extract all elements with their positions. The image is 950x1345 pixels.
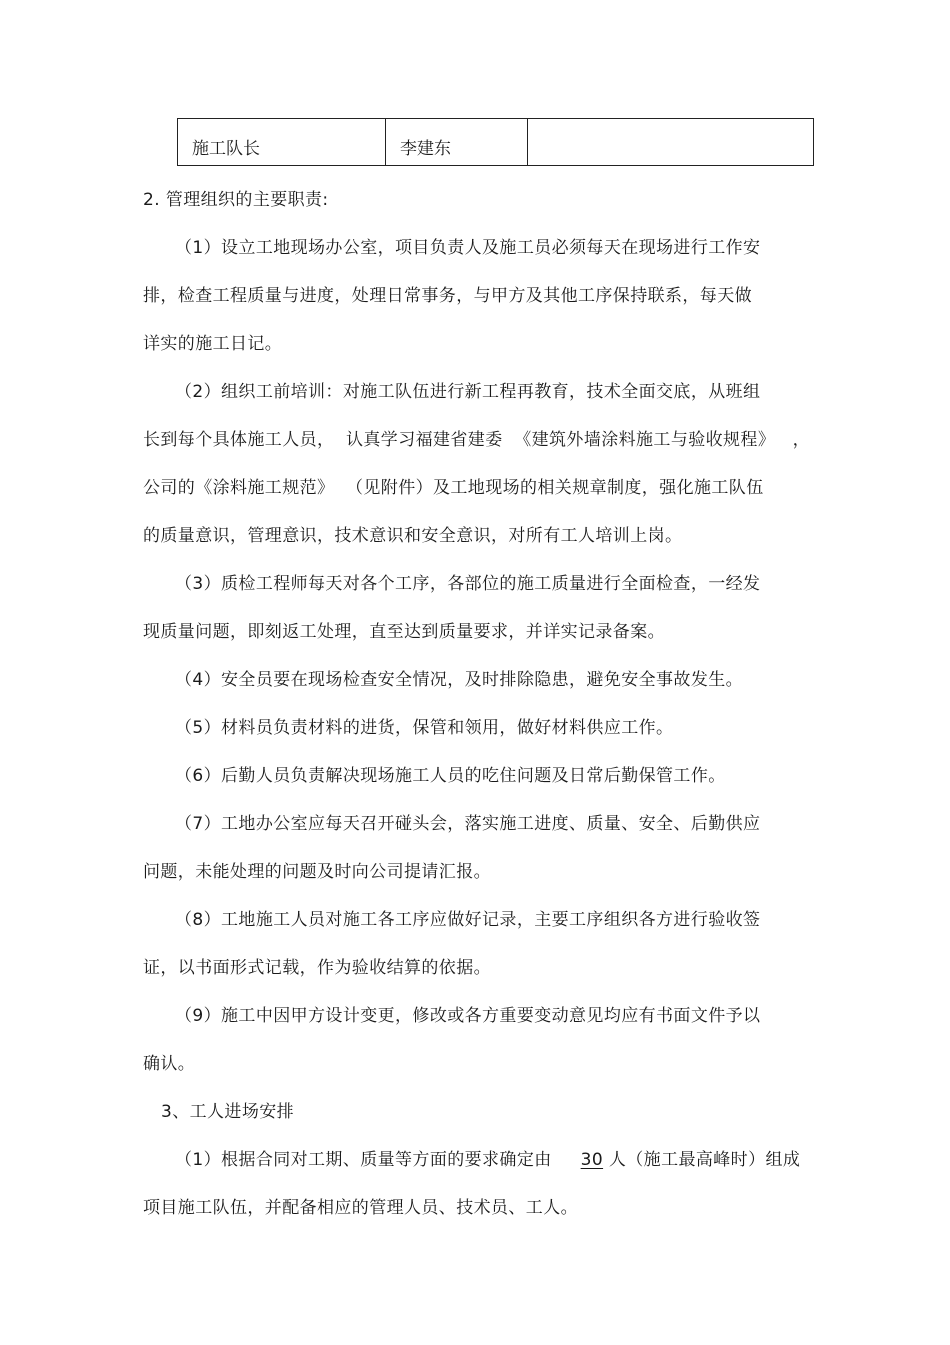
paragraph-line: （9）施工中因甲方设计变更，修改或各方重要变动意见均应有书面文件予以 — [175, 1006, 761, 1026]
paragraph-line: 公司的《涂料施工规范》 （见附件）及工地现场的相关规章制度，强化施工队伍 — [143, 478, 764, 498]
table-row — [178, 119, 814, 166]
paragraph-line: （4）安全员要在现场检查安全情况，及时排除隐患，避免安全事故发生。 — [175, 670, 744, 690]
section-heading-2: 2. 管理组织的主要职责: — [143, 190, 329, 210]
paragraph-line: 项目施工队伍，并配备相应的管理人员、技术员、工人。 — [143, 1198, 578, 1218]
worker-line-before: （1）根据合同对工期、质量等方面的要求确定由 — [175, 1150, 581, 1170]
section-heading-3: 3、工人进场安排 — [161, 1102, 295, 1122]
staff-table — [177, 118, 814, 166]
paragraph-line: （1）设立工地现场办公室，项目负责人及施工员必须每天在现场进行工作安 — [175, 238, 761, 258]
name-cell: 李建东 — [386, 119, 528, 166]
worker-count: 30 — [580, 1150, 604, 1170]
paragraph-line: 证，以书面形式记载，作为验收结算的依据。 — [143, 958, 491, 978]
paragraph-line: （2）组织工前培训：对施工队伍进行新工程再教育，技术全面交底，从班组 — [175, 382, 761, 402]
role-cell: 施工队长 — [178, 119, 386, 166]
paragraph-line: 的质量意识，管理意识，技术意识和安全意识，对所有工人培训上岗。 — [143, 526, 683, 546]
paragraph-line: （5）材料员负责材料的进货，保管和领用，做好材料供应工作。 — [175, 718, 674, 738]
paragraph-line: （8）工地施工人员对施工各工序应做好记录，主要工序组织各方进行验收签 — [175, 910, 761, 930]
paragraph-line: （3）质检工程师每天对各个工序，各部位的施工质量进行全面检查，一经发 — [175, 574, 761, 594]
paragraph-line: （7）工地办公室应每天召开碰头会，落实施工进度、质量、安全、后勤供应 — [175, 814, 761, 834]
paragraph-line: 详实的施工日记。 — [143, 334, 283, 354]
paragraph-line: 问题，未能处理的问题及时向公司提请汇报。 — [143, 862, 491, 882]
paragraph-line: （6）后勤人员负责解决现场施工人员的吃住问题及日常后勤保管工作。 — [175, 766, 726, 786]
note-cell — [528, 119, 814, 166]
paragraph-line: 确认。 — [143, 1054, 196, 1074]
paragraph-line: 现质量问题，即刻返工处理，直至达到质量要求，并详实记录备案。 — [143, 622, 665, 642]
worker-arrangement-line — [175, 1150, 800, 1170]
worker-line-after: 人（施工最高峰时）组成 — [603, 1150, 801, 1170]
paragraph-line: 长到每个具体施工人员， 认真学习福建省建委 《建筑外墙涂料施工与验收规程》 ， — [143, 430, 811, 450]
paragraph-line: 排，检查工程质量与进度，处理日常事务，与甲方及其他工序保持联系，每天做 — [143, 286, 752, 306]
